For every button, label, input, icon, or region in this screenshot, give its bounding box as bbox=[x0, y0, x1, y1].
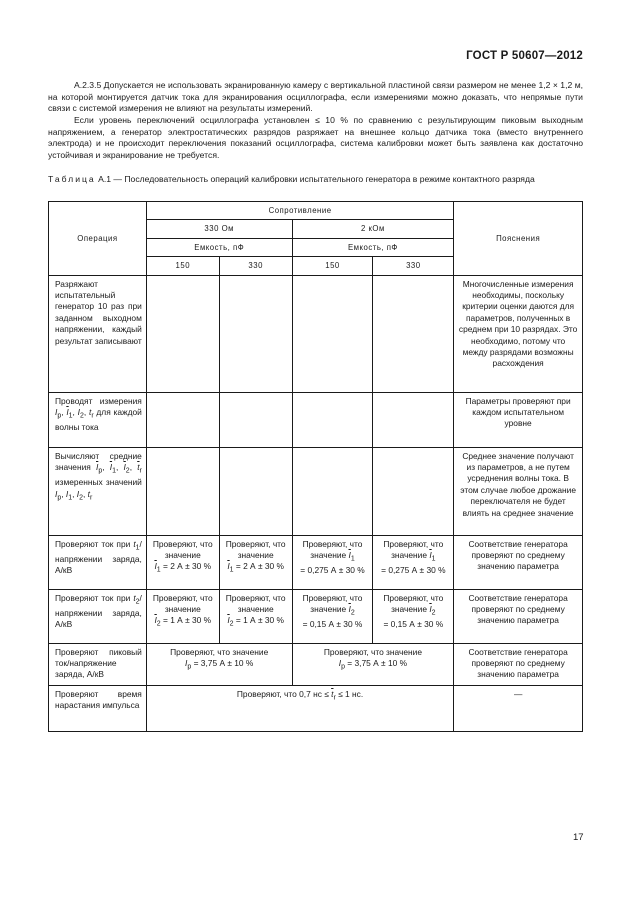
caption-label: Таблица bbox=[48, 174, 96, 184]
header-resistance-330: 330 Ом bbox=[146, 220, 292, 238]
page-number: 17 bbox=[573, 832, 584, 843]
paragraph-a235 bbox=[48, 80, 583, 115]
notes-cell: Соответствие генератора проверяют по среднему значению параметра bbox=[454, 643, 583, 685]
operation-cell: Проверяют ток при $t_2$/напряжении заряда, А/кВ bbox=[49, 589, 147, 643]
paragraph-oscilloscope bbox=[48, 115, 583, 161]
notes-cell: Параметры проверяют при каждом испытательном уровне bbox=[454, 392, 583, 447]
operation-cell: Вычисляют средние значения $\overline{I}_p$, $\overline{I}_1$, $\overline{I}_2$, $\overline{t}_r$ измеренных значений $I_p$, $I_1$, $I_2$, $t_r$ bbox=[49, 447, 147, 535]
check-cell: Проверяют, что значение $\overline{I}_2 = 1$ А ± 30 % bbox=[146, 589, 219, 643]
check-cell: Проверяют, что значение $\overline{I}_1$ = 0,275 А ± 30 % bbox=[373, 535, 454, 589]
table-row bbox=[49, 392, 583, 447]
notes-cell: Среднее значение получают из параметров, а не путем усреднения волны тока. В этом случае любое дрожание переключателя не будет влиять на среднее значение bbox=[454, 447, 583, 535]
notes-cell: Соответствие генератора проверяют по среднему значению параметра bbox=[454, 589, 583, 643]
header-notes: Пояснения bbox=[454, 202, 583, 276]
caption-number: А.1 bbox=[98, 174, 111, 184]
header-cap-150: 150 bbox=[292, 257, 373, 275]
check-cell: Проверяют, что значение $\overline{I}_1 = 2$ А ± 30 % bbox=[219, 535, 292, 589]
header-capacitance: Емкость, пФ bbox=[146, 238, 292, 256]
check-cell: Проверяют, что значение $\overline{I}_1$ = 0,275 А ± 30 % bbox=[292, 535, 373, 589]
notes-cell: Соответствие генератора проверяют по среднему значению параметра bbox=[454, 535, 583, 589]
paragraph-text: А.2.3.5 Допускается не использовать экранированную камеру с вертикальной пластиной связи размером не менее 1,2 × 1,2 м, на которой монтируется датчик тока для экранирования осциллографа, если измерениями можно доказать, что непрямые пути связи с системой измерения не влияют на результаты измерений. bbox=[48, 80, 583, 114]
table-header-row bbox=[49, 202, 583, 220]
operation-cell: Проводят измерения $I_p$, $\overline{I}_1$, $I_2$, $t_r$ для каждой волны тока bbox=[49, 392, 147, 447]
check-cell: Проверяют, что значение $\overline{I}_2$ = 0,15 А ± 30 % bbox=[373, 589, 454, 643]
operation-cell: Проверяют пиковый ток/напряжение заряда, А/кВ bbox=[49, 643, 147, 685]
check-cell: Проверяют, что значение $I_p = 3,75$ А ± 10 % bbox=[292, 643, 454, 685]
check-cell: Проверяют, что значение $\overline{I}_1 = 2$ А ± 30 % bbox=[146, 535, 219, 589]
document-header: ГОСТ Р 50607—2012 bbox=[466, 50, 583, 62]
check-cell: Проверяют, что значение $\overline{I}_2 = 1$ А ± 30 % bbox=[219, 589, 292, 643]
header-cap-150: 150 bbox=[146, 257, 219, 275]
caption-text: — Последовательность операций калибровки испытательного генератора в режиме контактного разряда bbox=[113, 174, 535, 184]
table-row bbox=[49, 447, 583, 535]
header-cap-330: 330 bbox=[219, 257, 292, 275]
notes-cell: Многочисленные измерения необходимы, поскольку критерии оценки даются для параметров, полученных в среднем при 10 разрядах. Это необходимо, потому что между разрядами возможны расхождения bbox=[454, 275, 583, 392]
header-resistance-2k: 2 кОм bbox=[292, 220, 454, 238]
table-row bbox=[49, 685, 583, 731]
operation-cell: Проверяют ток при $t_1$/напряжении заряда, А/кВ bbox=[49, 535, 147, 589]
calibration-table bbox=[48, 201, 583, 732]
table-row bbox=[49, 535, 583, 589]
table-row bbox=[49, 589, 583, 643]
table-row bbox=[49, 643, 583, 685]
operation-cell: Проверяют время нарастания импульса bbox=[49, 685, 147, 731]
operation-cell: Разряжают испытательный генератор 10 раз при заданном выходном напряжении, каждый результат записывают bbox=[49, 275, 147, 392]
table-row bbox=[49, 275, 583, 392]
notes-cell: — bbox=[454, 685, 583, 731]
header-cap-330: 330 bbox=[373, 257, 454, 275]
table-caption bbox=[48, 174, 588, 186]
header-resistance: Сопротивление bbox=[146, 202, 453, 220]
paragraph-text: Если уровень переключений осциллографа установлен ≤ 10 % по сравнению с результирующим пиковым выходным напряжением, а генератор электростатических разрядов разряжает на внешнее кольцо датчика тока (вместо внутреннего электрода) и не происходит переключения показаний осциллографа, система калибровки может быть заявлена как достаточно устойчивая и экранирование не требуется. bbox=[48, 115, 583, 160]
check-cell: Проверяют, что значение $I_p = 3,75$ А ± 10 % bbox=[146, 643, 292, 685]
header-operation: Операция bbox=[49, 202, 147, 276]
header-capacitance: Емкость, пФ bbox=[292, 238, 454, 256]
check-cell: Проверяют, что значение $\overline{I}_2$ = 0,15 А ± 30 % bbox=[292, 589, 373, 643]
check-cell: Проверяют, что 0,7 нс ≤ $\overline{t}_r \le 1$ нс. bbox=[146, 685, 453, 731]
